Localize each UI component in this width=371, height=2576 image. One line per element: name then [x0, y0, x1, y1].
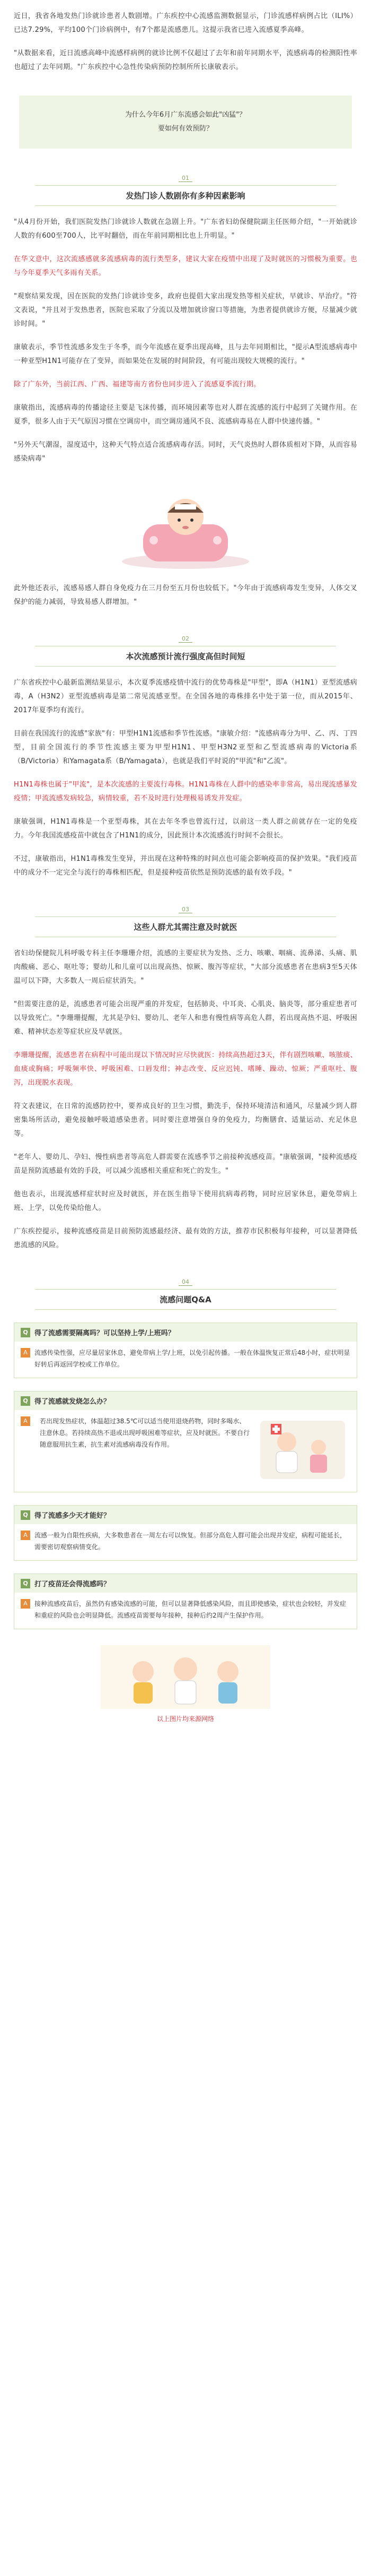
answer-text: 流感传染性强，应尽量居家休息，避免带病上学/上班，以免引起传播。一般在体温恢复正常后48小时，症状明显好转后再返回学校或工作单位。: [34, 1349, 350, 1368]
qa-item: [14, 1574, 357, 1629]
section-3-paragraph: 符文表建议，在日常的流感防控中，要养成良好的卫生习惯，勤洗手，保持环境清洁和通风，尽量减少到人群密集场所活动，避免接触呼吸道感染患者。同时要注意增强自身的免疫力，均衡膳食、适量运动、充足休息等。: [14, 1102, 357, 1138]
qa-item: [14, 1505, 357, 1561]
section-2-number: 02: [179, 635, 192, 643]
section-3-paragraph: "老年人、婴幼儿、孕妇、慢性病患者等高危人群需要在流感季节之前接种流感疫苗。"康敏强调，"接种流感疫苗是预防流感最有效的手段，可以减少流感相关重症和死亡的发生。": [14, 1153, 357, 1175]
section-1-paragraph: "观察结果发现，因在医院的发热门诊就诊变多，政府也提倡大家出现发热等相关症状，早就诊、早治疗。"符文表说，"并且对于发热患者，医院也采取了分流以及增加就诊窗口等措施，为患者提供就诊方便，尽量减少就诊时间。": [14, 292, 357, 328]
qa-answer: [14, 1342, 357, 1378]
qa-question: [14, 1506, 357, 1524]
question-text: 得了流感多少天才能好？: [34, 1512, 111, 1520]
question-badge: Q: [21, 1396, 30, 1406]
intro-paragraph-2: "从数据来看，近日流感高峰中流感样病例的就诊比例不仅超过了去年和前年同期水平，流感病毒的检测阳性率也超过了去年同期。"广东疾控中心急性传染病预防控制所所长康敏表示。: [14, 49, 357, 71]
answer-text: 流感一般为自限性疾病，大多数患者在一周左右可以恢复。但部分高危人群可能会出现并发症，病程可能延长，需要密切观察病情变化。: [34, 1532, 347, 1551]
section-1-paragraph: "另外天气潮湿，湿度适中，这种天气特点适合流感病毒存活。同时，天气炎热时人群体质相对下降，从而容易感染病毒": [14, 441, 357, 463]
section-3-title: 这些人群尤其需注意及时就医: [35, 917, 336, 937]
section-3-paragraph: 他也表示，出现流感样症状时应及时就医，并在医生指导下使用抗病毒药物，同时应居家休息，避免带病上班、上学，以免传染给他人。: [14, 1190, 357, 1212]
doctor-illustration: [255, 1415, 350, 1484]
section-2-header: [14, 633, 357, 667]
answer-badge: A: [21, 1531, 30, 1540]
qa-answer: [14, 1593, 357, 1629]
answer-badge: A: [21, 1348, 30, 1358]
section-3-number: 03: [179, 906, 192, 913]
section-3-paragraph: "但需要注意的是，流感患者可能会出现严重的并发症，包括肺炎、中耳炎、心肌炎、脑炎等，部分重症患者可以导致死亡。"李珊珊提醒，尤其是孕妇、婴幼儿、老年人和患有慢性病等高危人群，若出现高热不退、呼吸困难、精神状态差等症状应及早就医。: [14, 1000, 357, 1036]
qa-number: 04: [179, 1278, 192, 1286]
section-1-number: 01: [179, 175, 192, 182]
question-badge: Q: [21, 1579, 30, 1588]
image-source-note: 以上图片均来源网络: [156, 1715, 214, 1723]
section-2-title: 本次流感预计流行强度高但时间短: [35, 646, 336, 667]
question-badge: Q: [21, 1510, 30, 1520]
question-badge: Q: [21, 1328, 30, 1337]
section-1-title: 发热门诊人数剧你有多种因素影响: [35, 185, 336, 206]
highlight-quote-box: [19, 96, 352, 149]
section-3-paragraph: 省妇幼保健院儿科呼吸专科主任李珊珊介绍，流感的主要症状为发热、乏力、咳嗽、咽痛、流鼻涕、头痛、肌肉酸痛、恶心、呕吐等；婴幼儿和儿童可以出现高热、惊厥、腹泻等症状，"大部分流感患者在患病3至5天体温可以下降，大多数人一周后症状消失。": [14, 949, 357, 985]
section-2-paragraph: 广东省疾控中心最新监测结果显示，本次夏季流感疫情中流行的优势毒株是"甲型"，即A（H1N1）亚型流感病毒，A（H3N2）亚型流感病毒是第二常见流感亚型。在全国各地的毒株排名中处于第一位，而从2015年、2017年夏季均有流行。: [14, 679, 357, 714]
qa-answer: [14, 1410, 357, 1492]
section-1-paragraph: 康敏表示，季节性流感多发生于冬季，而今年流感在夏季出现高峰，且与去年同期相比，"提示A型流感病毒中一种亚型H1N1可能存在了变异，而如果处在发展的时间阶段，有可能出现较大规模的流行。": [14, 343, 357, 365]
children-vaccination-illustration: [101, 1645, 270, 1709]
section-1-paragraph: "从4月份开始，我们医院发热门诊就诊人数就在急剧上升。"广东省妇幼保健院副主任医师介绍，"一开始就诊人数的有600至700人，比平时翻倍，而在年前同期相比也上升明显。": [14, 218, 357, 240]
sick-child-illustration: [90, 482, 281, 572]
question-text: 得了流感就发烧怎么办？: [34, 1398, 111, 1406]
question-text: 打了疫苗还会得流感吗？: [34, 1580, 111, 1588]
qa-question: [14, 1391, 357, 1410]
intro-paragraph-1: 近日，我省各地发热门诊就诊患者人数剧增。广东疾控中心流感监测数据显示，门诊流感样病例占比（ILI%）已达7.29%，平均100个门诊病例中，有7个都是流感患儿。这提示我省已进入流感夏季高峰。: [14, 12, 357, 34]
section-2-highlight: H1N1毒株也属于"甲流"，是本次流感的主要流行毒株。H1N1毒株在人群中的感染率非常高，易出现流感暴发疫情；甲流流感发病较急，病情较重，若不及时进行处理极易诱发并发症。: [14, 781, 357, 802]
qa-item: [14, 1322, 357, 1378]
qa-answer: [14, 1524, 357, 1560]
qa-title: 流感问题Q&A: [35, 1289, 336, 1310]
quote-line-2: 要如何有效预防？: [157, 125, 213, 133]
article: [0, 10, 371, 1744]
quote-line-1: 为什么今年6月广东流感会如此"凶猛"？: [125, 111, 246, 119]
qa-question: [14, 1574, 357, 1593]
section-2-paragraph: 康敏强调，H1N1毒株是一个亚型毒株，其在去年冬季也曾流行过，以前这一类人群之前就存在一定的免疫力。今年我国流感疫苗中就包含了H1N1的成分，因此预计本次流感流行时间不会很长。: [14, 818, 357, 840]
section-2-paragraph: 不过，康敏指出，H1N1毒株发生变异，并出现在这种特殊的时间点也可能会影响疫苗的保护效果。"我们疫苗中的成分不一定完全与流行的毒株相匹配，但是接种疫苗依然是预防流感的最有效手段。": [14, 855, 357, 877]
answer-badge: A: [21, 1599, 30, 1609]
answer-text: 若出现发热症状，体温超过38.5℃可以适当使用退烧药物，同时多喝水、注意休息。若持续高热不退或出现呼吸困难等症状，应及时就医。不要自行随意服用抗生素，抗生素对流感病毒没有作用。: [40, 1417, 250, 1448]
section-3-highlight: 李珊珊提醒，流感患者在病程中可能出现以下情况时应尽快就医：持续高热超过3天，伴有剧烈咳嗽、咳脓痰、血痰或胸痛；呼吸频率快、呼吸困难、口唇发绀；神志改变、反应迟钝、嗜睡、躁动、惊厥；严重呕吐、腹泻，出现脱水表现。: [14, 1051, 357, 1087]
section-1-paragraph: 此外他还表示，流感易感人群自身免疫力在三月份至五月份也较低下。"今年由于流感病毒发生变异，人体交叉保护的能力减弱，导致易感人群增加。": [14, 584, 357, 606]
qa-header: [14, 1276, 357, 1310]
answer-text: 接种流感疫苗后，虽然仍有感染流感的可能，但可以显著降低感染风险，而且即使感染，症状也会较轻，并发症和重症的风险也会明显降低。流感疫苗需要每年接种，接种后约2周产生保护作用。: [34, 1600, 347, 1619]
section-1-header: [14, 172, 357, 206]
section-3-paragraph: 广东疾控提示，接种流感疫苗是目前预防流感最经济、最有效的方法，推荐市民积极每年接种，可以显著降低患流感的风险。: [14, 1228, 357, 1249]
qa-item: [14, 1391, 357, 1492]
question-text: 得了流感需要隔离吗？可以坚持上学/上班吗？: [34, 1329, 175, 1337]
section-1-highlight: 除了广东外，当前江西、广西、福建等南方省份也同步进入了流感夏季流行期。: [14, 381, 261, 388]
section-3-header: [14, 903, 357, 937]
section-2-paragraph: 目前在我国流行的流感"家族"有：甲型H1N1流感和季节性流感。"康敏介绍："流感病毒分为甲、乙、丙、丁四型，目前全国流行的季节性流感主要为甲型H1N1、甲型H3N2亚型和乙型流感病毒的Victoria系（B/Victoria）和Yamagata系（B/Yamagata），也就是我们平时说的"甲流"和"乙流"。: [14, 730, 357, 765]
qa-question: [14, 1323, 357, 1342]
section-1-paragraph: 康敏指出，流感病毒的传播途径主要是飞沫传播，而环境因素等也对人群在流感的流行中起到了关键作用。在夏季，很多人由于天气原因习惯在空调房中，而空调房通风不良、流感病毒易在人群中快速传播。": [14, 404, 357, 426]
answer-badge: A: [21, 1416, 30, 1426]
section-1-highlight: 在华文意中，这次流感感就多流感病毒的流行类型多，建议大家在疫情中出现了及时就医的习惯极为重要。也与今年夏季天气多雨有关系。: [14, 255, 357, 277]
